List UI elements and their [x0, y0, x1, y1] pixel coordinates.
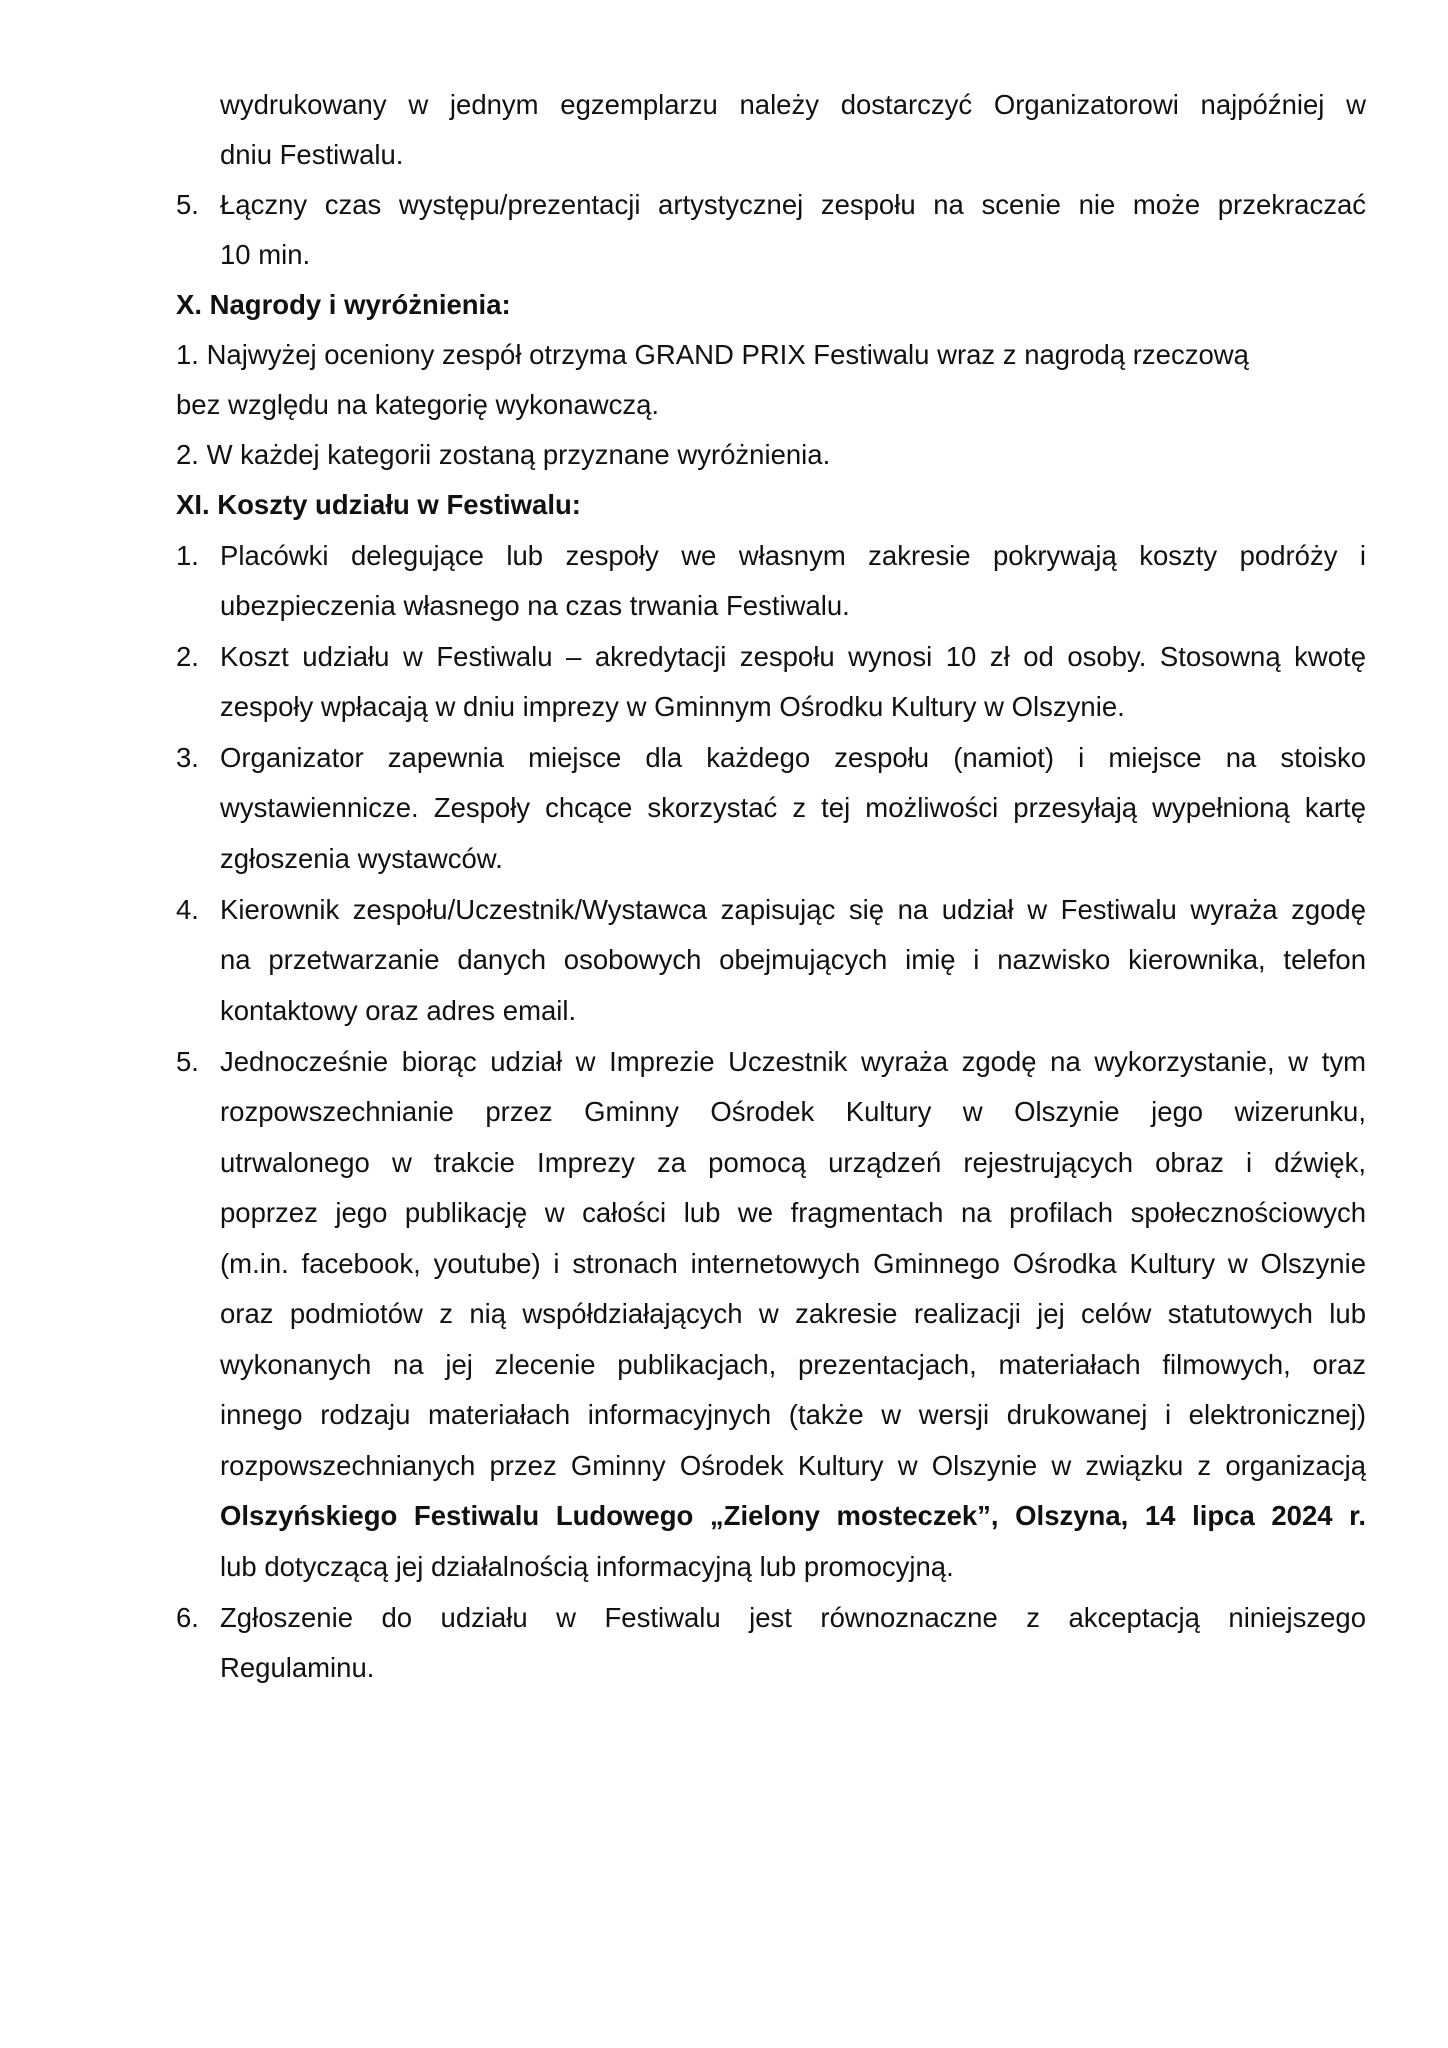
- intro-line-1: wydrukowany w jednym egzemplarzu należy dostarczyć Organizatorowi najpóźniej w: [220, 89, 1366, 120]
- list-item-line: Jednocześnie biorąc udział w Imprezie Uczestnik wyraża zgodę na wykorzystanie, w tym: [220, 1046, 1366, 1077]
- list-item-line: rozpowszechnianych przez Gminny Ośrodek Kultury w Olszynie w związku z organizacją: [220, 1450, 1366, 1481]
- item-5-prev-line-1: Łączny czas występu/prezentacji artystycznej zespołu na scenie nie może przekraczać: [220, 189, 1366, 220]
- list-item-line: Koszt udziału w Festiwalu – akredytacji zespołu wynosi 10 zł od osoby. Stosowną kwotę: [220, 641, 1366, 672]
- list-item-line: Kierownik zespołu/Uczestnik/Wystawca zapisując się na udział w Festiwalu wyraża zgodę: [220, 894, 1366, 925]
- list-item-line: (m.in. facebook, youtube) i stronach internetowych Gminnego Ośrodka Kultury w Olszynie: [220, 1248, 1366, 1279]
- festival-name-line: Olszyńskiego Festiwalu Ludowego „Zielony mosteczek”, Olszyna, 14 lipca 2024 r.: [220, 1500, 1366, 1531]
- list-item-line: Zgłoszenie do udziału w Festiwalu jest równoznaczne z akceptacją niniejszego: [220, 1602, 1366, 1633]
- list-number: 6.: [176, 1602, 199, 1633]
- list-item-line: Regulaminu.: [220, 1652, 375, 1683]
- list-item-line: wystawiennicze. Zespoły chcące skorzystać z tej możliwości przesyłają wypełnioną kartę: [220, 792, 1366, 823]
- list-number: 5.: [176, 189, 199, 220]
- list-number: 2.: [176, 641, 199, 672]
- list-number: 1.: [176, 540, 199, 571]
- section-x-p1-line-1: 1. Najwyżej oceniony zespół otrzyma GRAND PRIX Festiwalu wraz z nagrodą rzeczową: [176, 339, 1249, 370]
- list-item-line: zespoły wpłacają w dniu imprezy w Gminnym Ośrodku Kultury w Olszynie.: [220, 691, 1125, 722]
- list-item-line: kontaktowy oraz adres email.: [220, 995, 577, 1026]
- list-item-line: ubezpieczenia własnego na czas trwania Festiwalu.: [220, 590, 850, 621]
- list-item-line: na przetwarzanie danych osobowych obejmujących imię i nazwisko kierownika, telefon: [220, 944, 1366, 975]
- list-item-line: utrwalonego w trakcie Imprezy za pomocą urządzeń rejestrujących obraz i dźwięk,: [220, 1147, 1366, 1178]
- list-item-line: lub dotyczącą jej działalnością informacyjną lub promocyjną.: [220, 1551, 954, 1582]
- intro-line-2: dniu Festiwalu.: [220, 139, 404, 170]
- list-number: 3.: [176, 742, 199, 773]
- section-x-p2: 2. W każdej kategorii zostaną przyznane wyróżnienia.: [176, 439, 831, 470]
- list-item-line: poprzez jego publikację w całości lub we fragmentach na profilach społecznościowych: [220, 1197, 1366, 1228]
- list-item-line: Placówki delegujące lub zespoły we własnym zakresie pokrywają koszty podróży i: [220, 540, 1366, 571]
- item-5-prev-line-2: 10 min.: [220, 239, 311, 270]
- list-number: 5.: [176, 1046, 199, 1077]
- list-item-line: innego rodzaju materiałach informacyjnych (także w wersji drukowanej i elektronicznej): [220, 1399, 1366, 1430]
- list-item-line: Organizator zapewnia miejsce dla każdego zespołu (namiot) i miejsce na stoisko: [220, 742, 1366, 773]
- list-number: 4.: [176, 894, 199, 925]
- list-item-line: wykonanych na jej zlecenie publikacjach, prezentacjach, materiałach filmowych, oraz: [220, 1349, 1366, 1380]
- list-item-line: rozpowszechnianie przez Gminny Ośrodek Kultury w Olszynie jego wizerunku,: [220, 1096, 1366, 1127]
- section-x-p1-line-2: bez względu na kategorię wykonawczą.: [176, 389, 660, 420]
- section-x-heading: X. Nagrody i wyróżnienia:: [176, 289, 511, 320]
- list-item-line: oraz podmiotów z nią współdziałających w zakresie realizacji jej celów statutowych lub: [220, 1298, 1366, 1329]
- section-xi-heading: XI. Koszty udziału w Festiwalu:: [176, 489, 581, 520]
- list-item-line: zgłoszenia wystawców.: [220, 843, 503, 874]
